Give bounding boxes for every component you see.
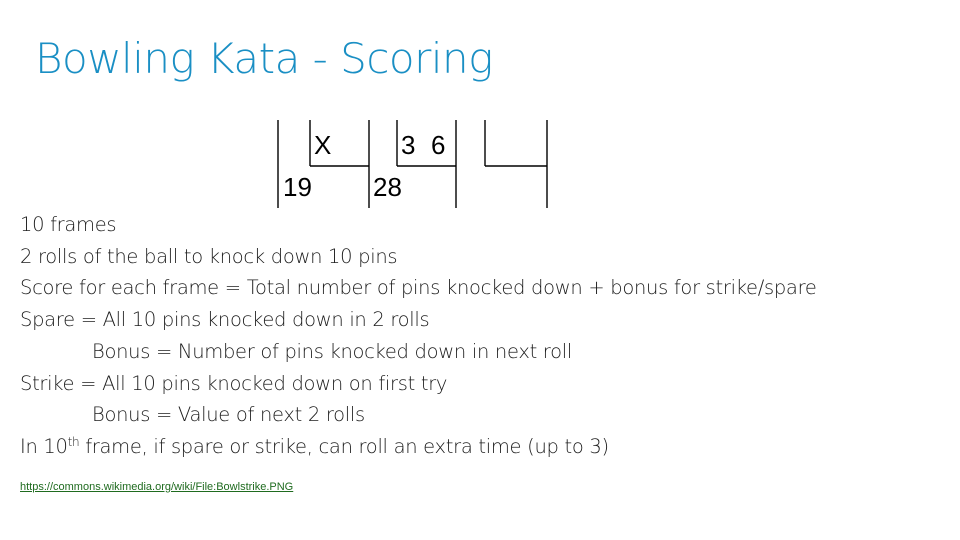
rule-strike: Strike = All 10 pins knocked down on first try	[20, 371, 448, 395]
source-link[interactable]: https://commons.wikimedia.org/wiki/File:Bowlstrike.PNG	[20, 481, 294, 493]
frame-2-score: 28	[373, 172, 402, 202]
rule-frames: 10 frames	[20, 213, 117, 236]
rule-spare-bonus: Bonus = Number of pins knocked down in next roll	[92, 339, 572, 363]
frame-1-roll-2: X	[314, 130, 332, 160]
slide-title: Bowling Kata - Scoring	[35, 34, 493, 83]
rule-strike-bonus: Bonus = Value of next 2 rolls	[92, 403, 365, 427]
rules-text	[20, 209, 817, 463]
rule-tenth-frame-ordinal: th	[67, 434, 80, 449]
frame-2-roll-1: 3	[401, 130, 416, 160]
bowling-scorecard	[270, 118, 560, 214]
rule-spare: Spare = All 10 pins knocked down in 2 rolls	[20, 308, 430, 332]
rule-rolls: 2 rolls of the ball to knock down 10 pins	[20, 244, 398, 268]
rule-tenth-frame	[20, 431, 817, 463]
scorecard-drawing	[270, 118, 560, 210]
rule-tenth-frame-prefix: In 10	[20, 434, 68, 458]
rule-tenth-frame-suffix: frame, if spare or strike, can roll an extra time (up to 3)	[79, 434, 609, 458]
frame-2-roll-2: 6	[431, 130, 446, 160]
rule-score-per-frame: Score for each frame = Total number of pins knocked down + bonus for strike/spare	[20, 276, 817, 300]
frame-1-score: 19	[283, 172, 312, 202]
